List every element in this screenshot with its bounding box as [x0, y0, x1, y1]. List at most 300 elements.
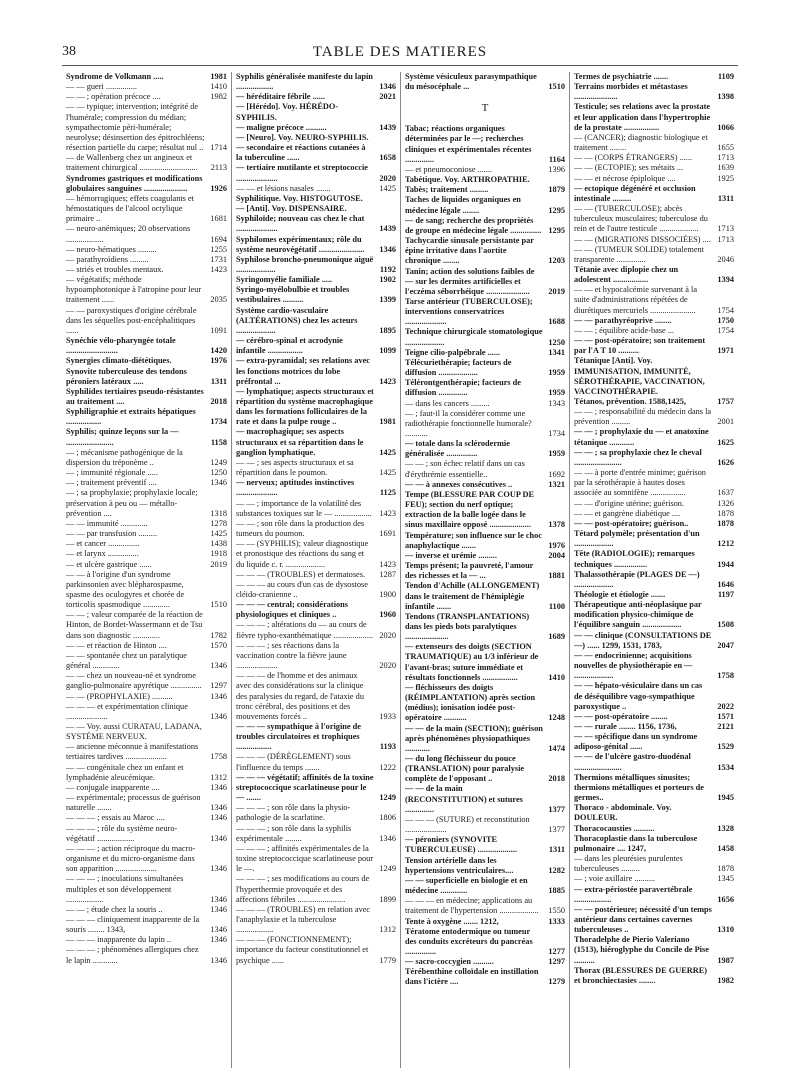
entry-text: — — — (SUTURE) et reconstitution .................... [405, 814, 530, 835]
index-entry [66, 255, 227, 265]
index-entry [66, 549, 227, 559]
entry-text: — — — (FONCTIONNEMENT); importance du facteur constitutionnel et psychique ...... [236, 935, 369, 965]
index-entry [574, 174, 734, 184]
entry-page-number: 1655 [717, 143, 734, 153]
index-entry [66, 245, 227, 255]
entry-text: — et larynx ............... [66, 549, 139, 559]
entry-page-number: 1734 [548, 429, 565, 438]
entry-page-number: 1287 [379, 569, 396, 579]
index-entry [236, 803, 396, 823]
index-entry [405, 399, 565, 409]
entry-text: — ; traitement préventif .... [66, 478, 157, 488]
entry-page-number: 1637 [717, 488, 734, 498]
entry-text: — — à l'origine d'un syndrome parkinsonien avec blépharospasme, spasme des oculogyres et chorée de torticolis spasmodique ............. [66, 569, 185, 610]
entry-page-number: 1255 [210, 244, 227, 254]
entry-text: — — Voy. aussi CURATAU, LADANA, SYSTÈME NERVEUX. [66, 722, 202, 742]
entry-text: — (CANCER); diagnostic biologique et traitement ........ [574, 132, 708, 153]
index-entry [66, 742, 227, 762]
entry-text: — — hépato-vésiculaire dans un cas de déséquilibre vago-sympathique paroxystique .. [574, 681, 703, 711]
index-entry [66, 671, 227, 691]
entry-page-number: 1639 [717, 163, 734, 173]
index-entry [405, 175, 565, 185]
entry-text: Tendons (TRANSPLANTATIONS) dans les pieds bots paralytiques ..................... [405, 611, 530, 642]
entry-text: — — à porte d'entrée minime; guérison par la sérothérapie à hautes doses associée au somnifène ................. [574, 468, 706, 498]
entry-text: — — — ; son rôle dans la syphilis expérimentale ........ [236, 823, 352, 843]
index-entry [66, 641, 227, 651]
entry-text: — — congénitale chez un enfant et lymphadénie aleucémique. [66, 762, 184, 782]
entry-text: — cérébro-spinal et acrodynie infantile ................. [236, 336, 343, 356]
index-entry [236, 143, 396, 163]
index-entry [405, 236, 565, 266]
index-entry [574, 549, 734, 569]
entry-page-number: 1250 [548, 337, 565, 347]
index-entry [574, 427, 734, 447]
index-entry [574, 529, 734, 549]
entry-page-number: 1378 [548, 520, 565, 530]
entry-page-number: 1881 [548, 571, 565, 581]
entry-text: — — — ; affinités expérimentales de la toxine streptococcique scarlatineuse pour le —. [236, 843, 374, 874]
entry-text: — ; voie axillaire .......... [574, 874, 656, 884]
index-entry [405, 642, 565, 683]
entry-text: Système vésiculeux parasympathique du mésocéphale ... [405, 72, 537, 92]
index-entry [574, 631, 734, 651]
entry-text: — — — ; altérations du — au cours de fièvre typho-exanthématique ................... [236, 620, 374, 640]
index-entry [405, 754, 565, 784]
entry-text: — végétatifs; méthode hypoamphotonique à l'atropine pour leur traitement ...... [66, 275, 202, 305]
entry-text: Système cardio-vasculaire (ALTÉRATIONS) chez les acteurs ................... [236, 305, 358, 335]
index-entry [236, 92, 396, 102]
entry-text: — — ; valeur comparée de la réaction de Hinton, de Bordet-Wassermann et de Tsu dans son diagnostic ............. [66, 610, 203, 640]
index-entry [574, 397, 734, 407]
index-entry [574, 732, 734, 752]
entry-page-number: 1945 [717, 793, 734, 803]
entry-page-number: 1328 [717, 823, 734, 833]
entry-page-number: 1192 [379, 264, 396, 274]
index-entry [405, 72, 565, 92]
index-entry [236, 235, 396, 255]
entry-text: — fléchisseurs des doigts (RÉIMPLANTATION) après section (médius); ionisation iodée post-opératoire ........... [405, 682, 536, 723]
entry-page-number: 2022 [717, 701, 734, 711]
entry-page-number: 1508 [717, 620, 734, 630]
page-header [62, 44, 738, 66]
index-entry [405, 896, 565, 916]
index-entry [66, 387, 227, 407]
index-entry [66, 905, 227, 915]
index-entry [66, 478, 227, 488]
entry-page-number: 1570 [210, 640, 227, 650]
index-entry [574, 651, 734, 681]
index-entry [405, 531, 565, 551]
index-entry [66, 407, 227, 427]
entry-text: — — post-opératoire ........ [574, 711, 668, 721]
entry-text: — — de la main (RECONSTITUTION) et sutures .............. [405, 784, 523, 814]
index-entry [574, 935, 734, 965]
entry-text: — [Hérédo]. Voy. HÉRÉDO-SYPHILIS. [236, 102, 339, 122]
entry-text: — dans les pleurésies purulentes tuberculeuses ......... [574, 854, 683, 874]
entry-page-number: 1346 [210, 711, 227, 721]
entry-text: — — ; étude chez la souris .. [66, 904, 163, 914]
section-letter: T [481, 102, 489, 115]
entry-text: — — ; importance de la volatilité des substances toxiques sur le — .................. [236, 498, 372, 518]
entry-page-number: 1425 [210, 529, 227, 539]
entry-page-number: 1885 [548, 886, 565, 896]
entry-text: — parathyroïdiens ......... [66, 254, 149, 264]
entry-page-number: 1312 [210, 772, 227, 782]
entry-page-number: 1125 [379, 488, 396, 498]
entry-text: Tanin; action des solutions faibles de — sur les dermites artificielles et l'eczéma séborrhéique ..................... [405, 266, 535, 296]
index-entry [236, 163, 396, 183]
entry-text: — — — ; action réciproque du macro-organisme et du micro-organisme dans son apparition .................... [66, 843, 196, 874]
entry-page-number: 1203 [548, 256, 565, 266]
index-entry [236, 72, 396, 92]
index-entry [405, 267, 565, 297]
entry-text: — — (PROPHYLAXIE) .......... [66, 691, 173, 701]
index-entry [236, 478, 396, 498]
index-entry [66, 702, 227, 722]
entry-text: — — ; son rôle dans la production des tumeurs du poumon. [236, 518, 365, 539]
entry-page-number: 1713 [717, 234, 734, 244]
entry-page-number: 1976 [548, 540, 565, 550]
entry-page-number: 1933 [379, 711, 396, 721]
index-column-1 [62, 72, 231, 1068]
entry-text: — — ; sa prophylaxie chez le cheval ....................... [574, 447, 702, 467]
index-entry [574, 265, 734, 285]
index-entry [66, 72, 227, 82]
entry-page-number: 1346 [210, 691, 227, 701]
entry-page-number: 1346 [210, 925, 227, 935]
entry-text: Teigne cilio-palpébrale ...... [405, 347, 501, 357]
entry-page-number: 1346 [210, 782, 227, 792]
entry-text: Tension artérielle dans les hypertensions ventriculaires.... [405, 855, 514, 875]
entry-text: — — post-opératoire; son traitement par l'A T 10 .......... [574, 336, 706, 356]
index-entry [236, 641, 396, 671]
index-entry [236, 427, 396, 457]
entry-text: — neuro-hématiques ......... [66, 244, 157, 254]
index-entry [66, 610, 227, 640]
entry-page-number: 1398 [717, 92, 734, 102]
entry-page-number: 1750 [717, 315, 734, 325]
entry-page-number: 2018 [548, 774, 565, 784]
index-entry [574, 885, 734, 905]
index-entry [236, 935, 396, 965]
index-entry [66, 570, 227, 611]
entry-text: Térébenthine colloïdale en instillation dans l'ictère .... [405, 967, 539, 987]
entry-page-number: 1193 [379, 742, 396, 752]
index-entry [574, 499, 734, 509]
entry-page-number: 1410 [548, 672, 565, 682]
entry-text: Tétanique [Anti]. Voy. IMMUNISATION, IMMUNITÉ, SÉROTHÉRAPIE, VACCINATION, VACCINOTHÉRAPIE. [574, 356, 705, 396]
index-entry [66, 468, 227, 478]
entry-text: Synéchie vélo-pharyngée totale ......................... [66, 336, 176, 356]
entry-page-number: 1474 [548, 743, 565, 753]
entry-page-number: 1311 [717, 193, 734, 203]
index-entry [574, 235, 734, 245]
entry-text: — ancienne méconnue à manifestations tertiaires tardives .................... [66, 742, 199, 762]
index-entry [236, 905, 396, 935]
entry-text: — — et réaction de Hinton .... [66, 640, 167, 650]
entry-page-number: 1691 [379, 529, 396, 539]
entry-text: Télérontgenthérapie; facteurs de diffusion .............. [405, 378, 521, 398]
entry-page-number: 1895 [379, 325, 396, 335]
entry-text: Tabac; réactions organiques déterminées par le —; recherches cliniques et expérimentales récentes .............. [405, 124, 532, 164]
entry-text: — totale dans la sclérodermie généralisée ............... [405, 439, 510, 459]
index-entry [574, 133, 734, 153]
entry-text: — — parathyréoprive ........ [574, 315, 672, 325]
index-entry [574, 82, 734, 102]
entry-page-number: 1346 [210, 864, 227, 874]
entry-text: — ; faut-il la considérer comme une radiothérapie fonctionnelle humorale? ........... [405, 408, 532, 438]
entry-page-number: 1399 [379, 295, 396, 305]
entry-page-number: 1681 [210, 214, 227, 224]
entry-page-number: 1250 [210, 468, 227, 478]
index-entry [66, 265, 227, 275]
index-entry [236, 214, 396, 234]
entry-page-number: 1346 [210, 935, 227, 945]
entry-text: Température; son influence sur le choc anaphylactique ....... [405, 530, 542, 550]
index-entry [574, 326, 734, 336]
index-entry [66, 651, 227, 671]
entry-text: — — paroxystiques d'origine cérébrale dans les séquelles post-encéphalitiques ...... [66, 305, 197, 335]
index-entry [574, 102, 734, 132]
entry-text: — striés et troubles mentaux. [66, 264, 164, 274]
index-entry [574, 72, 734, 82]
entry-text: — tertiaire mutilante et streptococcie .................... [236, 163, 368, 183]
entry-page-number: 1689 [548, 632, 565, 642]
entry-text: Termes de psychiatrie ....... [574, 72, 669, 81]
entry-page-number: 1420 [210, 346, 227, 356]
entry-page-number: 1297 [210, 681, 227, 691]
entry-text: — — de la main (SECTION); guérison après phénomènes physiopathiques ............ [405, 723, 543, 753]
index-entry [405, 124, 565, 165]
entry-page-number: 1959 [548, 368, 565, 378]
entry-page-number: 1410 [210, 82, 227, 92]
index-entry [574, 163, 734, 173]
entry-page-number: 1343 [548, 398, 565, 408]
entry-page-number: 1396 [548, 164, 565, 174]
index-entry [236, 306, 396, 336]
entry-text: — du long fléchisseur du pouce (TRANSLATION) pour paralysie complète de l'opposant .. [405, 754, 525, 784]
entry-page-number: 1423 [379, 376, 396, 386]
entry-text: — — postérieure; nécessité d'un temps antérieur dans certaines cavernes tuberculeuses .. [574, 904, 712, 935]
entry-text: — — — de l'homme et des animaux avec des considérations sur la clinique des paralysies du regard, de l'ataxie du tronc cérébral, des positions et des mouvements forcés .. [236, 671, 364, 721]
entry-text: — — superficielle en biologie et en médecine ............. [405, 875, 528, 896]
entry-page-number: 1100 [548, 601, 565, 611]
entry-page-number: 1164 [548, 154, 565, 164]
entry-text: — — — sympathique à l'origine de troubles circulatoires et trophiques ................. [236, 722, 361, 752]
index-entry [405, 327, 565, 347]
entry-page-number: 1779 [379, 955, 396, 965]
entry-page-number: 1249 [379, 793, 396, 803]
index-entry [574, 153, 734, 163]
entry-page-number: 2004 [548, 550, 565, 560]
entry-page-number: 2035 [210, 295, 227, 305]
index-entry [574, 356, 734, 397]
entry-text: — — — ; phénomènes allergiques chez le lapin ............ [66, 945, 199, 965]
entry-page-number: 1222 [379, 762, 396, 772]
entry-text: — — (TUBERCULOSE); abcès tuberculeux musculaires; tuberculose du rein et de l'autre testicule ................... [574, 204, 708, 234]
entry-text: — maligne précoce .......... [236, 122, 327, 132]
entry-page-number: 2018 [210, 397, 227, 406]
entry-text: — — — ; inoculations simultanées multiples et son développement .................. [66, 874, 184, 904]
entry-page-number: 1625 [717, 437, 734, 447]
entry-page-number: 1310 [717, 925, 734, 935]
entry-text: Tétard polymèle; présentation d'un ................... [574, 529, 700, 549]
entry-page-number: 1692 [548, 469, 565, 479]
index-entry [405, 927, 565, 957]
index-entry [405, 358, 565, 378]
entry-text: — — — (DÉRÈGLEMENT) sous l'influence du temps ....... [236, 752, 351, 772]
index-entry [66, 153, 227, 173]
index-entry [66, 783, 227, 793]
entry-page-number: 2019 [210, 559, 227, 569]
entry-text: — et pneumoconiose ....... [405, 164, 493, 174]
index-entry [236, 620, 396, 640]
index-entry [66, 356, 227, 366]
entry-text: Tarse antérieur (TUBERCULOSE); interventions conservatrices .................... [405, 296, 533, 327]
index-entry [66, 92, 227, 102]
index-entry [405, 612, 565, 642]
entry-page-number: 1987 [717, 955, 734, 965]
entry-page-number: 1197 [717, 589, 734, 599]
entry-text: — dans les cancers ......... [405, 398, 490, 408]
entry-page-number: 1346 [210, 955, 227, 965]
entry-page-number: 1694 [210, 234, 227, 244]
entry-text: Tabès; traitement ......... [405, 185, 489, 195]
index-entry [574, 316, 734, 326]
index-columns [62, 72, 738, 1068]
entry-text: Thoradelphe de Pierio Valeriano (1513), hiéroglyphe du Concile de Pise .......... [574, 935, 709, 965]
entry-page-number: 1458 [717, 843, 734, 853]
index-entry [236, 285, 396, 305]
index-entry [405, 185, 565, 195]
index-entry [574, 509, 734, 519]
index-entry [405, 480, 565, 490]
entry-text: Tachycardie sinusale persistante par épine irritative dans l'aortite chronique ........ [405, 236, 534, 266]
index-entry [574, 590, 734, 600]
entry-text: — et ulcère gastrique ...... [66, 559, 152, 569]
index-entry [66, 560, 227, 570]
entry-page-number: 1321 [548, 479, 565, 489]
entry-page-number: 1278 [210, 518, 227, 528]
entry-page-number: 1959 [548, 388, 565, 398]
index-entry [236, 356, 396, 386]
index-entry [574, 468, 734, 498]
index-entry [66, 824, 227, 844]
entry-page-number: 1311 [210, 376, 227, 386]
entry-text: — — — végétatif; affinités de la toxine streptococcique scarlatineuse pour le — ....... [236, 772, 374, 803]
index-entry [574, 874, 734, 884]
entry-page-number: 1249 [379, 864, 396, 874]
entry-text: — — — (TROUBLES) et dermatoses. [236, 569, 366, 579]
entry-text: Thoraco - abdominale. Voy. DOULEUR. [574, 803, 672, 823]
index-entry [236, 387, 396, 428]
entry-page-number: 1510 [210, 600, 227, 610]
index-entry [66, 763, 227, 783]
index-entry [574, 752, 734, 772]
index-entry [405, 409, 565, 439]
index-entry [405, 957, 565, 967]
index-entry [236, 580, 396, 600]
index-entry [405, 297, 565, 327]
index-entry [66, 224, 227, 244]
entry-text: — — à annexes consécutives .. [405, 479, 513, 489]
entry-text: Thorax (BLESSURES DE GUERRE) et bronchiectasies ........ [574, 965, 708, 985]
index-entry [574, 803, 734, 823]
entry-text: Syphilides tertiaires pseudo-résistantes au traitement .... [66, 386, 204, 406]
entry-text: Synovite tuberculeuse des tendons péroniers latéraux ..... [66, 366, 187, 386]
index-entry [66, 427, 227, 447]
index-entry [405, 917, 565, 927]
index-entry [574, 824, 734, 834]
index-entry [574, 519, 734, 529]
entry-text: — ; sa prophylaxie; prophylaxie locale; préservation à peu ou — métallo-prévention .... [66, 488, 198, 518]
entry-page-number: 1091 [210, 325, 227, 335]
entry-text: Tératome entodermique ou tumeur des conduits excréteurs du pancréas ............... [405, 926, 533, 956]
index-entry [574, 854, 734, 874]
entry-page-number: 1425 [379, 183, 396, 193]
index-entry [66, 488, 227, 518]
entry-page-number: 1878 [717, 864, 734, 874]
entry-page-number: 1656 [717, 894, 734, 904]
entry-text: — — ; prophylaxie du — et anatoxine tétanique ............ [574, 427, 709, 447]
entry-text: — — — ; ses réactions dans la vaccination contre la fièvre jaune .................... [236, 640, 347, 671]
entry-text: — lymphatique; aspects structuraux et répartition du système macrophagique dans les formations folliculaires de la rate et dans la pulpe rouge .. [236, 386, 374, 427]
entry-text: Thoracoplastie dans la tuberculose pulmonaire .... 1247, [574, 833, 698, 853]
index-entry [66, 844, 227, 874]
entry-text: — neuro-anémiques; 20 observations .................. [66, 224, 191, 244]
entry-text: Syphilitique. Voy. HISTOGUTOSE. [236, 193, 363, 203]
entry-page-number: 1982 [210, 92, 227, 102]
entry-text: — extra-pyramidal; ses relations avec les fonctions motrices du lobe préfrontal ... [236, 356, 370, 386]
entry-text: — — (SYPHILIS); valeur diagnostique et pronostique des réactions du sang et du liquide c. r. ................... [236, 539, 369, 569]
entry-page-number: 1806 [379, 813, 396, 823]
entry-page-number: 1688 [548, 317, 565, 327]
index-entry [574, 905, 734, 935]
entry-page-number: 1439 [379, 122, 396, 132]
index-entry [405, 815, 565, 835]
entry-text: — [Neuro]. Voy. NEURO-SYPHILIS. [236, 132, 369, 142]
entry-page-number: 1754 [717, 325, 734, 335]
entry-page-number: 1439 [379, 224, 396, 234]
entry-page-number: 1626 [717, 457, 734, 467]
entry-text: Syphilis; quinze leçons sur la — ....................... [66, 427, 179, 447]
entry-text: — expérimentale; processus de guérison naturelle ....... [66, 793, 201, 813]
index-entry [66, 519, 227, 529]
index-entry [405, 195, 565, 215]
entry-page-number: 1510 [548, 82, 565, 92]
entry-text: — — (TUMEUR SOLIDE) totalement transparente .............. [574, 244, 704, 264]
entry-page-number: 1734 [210, 417, 227, 427]
entry-page-number: 1346 [210, 894, 227, 904]
index-entry [236, 102, 396, 122]
index-entry [405, 967, 565, 987]
entry-text: — — et gangrène diabétique .... [574, 508, 681, 518]
entry-page-number: 2021 [379, 92, 396, 102]
entry-page-number: 1879 [548, 185, 565, 195]
entry-text: Syringomyélie familiale ..... [236, 275, 333, 285]
entry-page-number: 1926 [210, 183, 227, 193]
entry-page-number: 2121 [717, 722, 734, 731]
index-entry [66, 915, 227, 935]
entry-text: Terrains morbides et métastases ..................... [574, 82, 688, 102]
entry-text: — — ; ses aspects structuraux et sa répartition dans le poumon. [236, 457, 354, 478]
entry-text: — extenseurs des doigts (SECTION TRAUMATIQUE) au 1/3 inférieur de l'avant-bras; suture immédiate et résultats fonctionnels ................. [405, 642, 539, 682]
entry-page-number: 2001 [717, 417, 734, 427]
index-entry [66, 793, 227, 813]
index-entry [236, 570, 396, 580]
entry-text: Tempe (BLESSURE PAR COUP DE FEU); section du nerf optique; extraction de la balle logée dans le sinus maxillaire opposé .................... [405, 489, 535, 530]
entry-page-number: 1377 [548, 804, 565, 814]
